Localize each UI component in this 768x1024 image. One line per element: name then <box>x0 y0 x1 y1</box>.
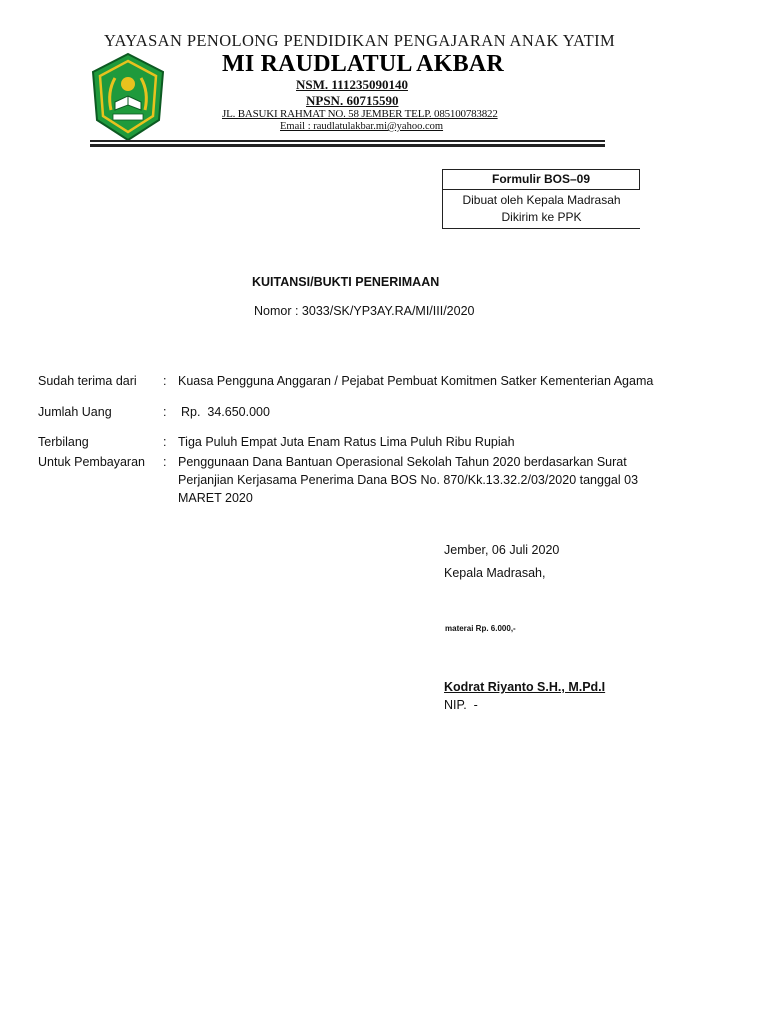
purpose-label: Untuk Pembayaran <box>38 455 146 469</box>
school-logo <box>89 52 167 142</box>
receipt-number: Nomor : 3033/SK/YP3AY.RA/MI/III/2020 <box>254 304 475 318</box>
from-label: Sudah terima dari <box>38 374 137 388</box>
nsm-number: NSM. 111235090140 <box>296 77 408 92</box>
signer-nip: NIP. - <box>444 698 478 712</box>
npsn-number: NPSN. 60715590 <box>306 93 399 108</box>
words-label: Terbilang <box>38 435 89 449</box>
foundation-name: YAYASAN PENOLONG PENDIDIKAN PENGAJARAN ANAK YATIM <box>104 31 616 50</box>
from-colon: : <box>163 374 167 388</box>
receipt-title: KUITANSI/BUKTI PENERIMAAN <box>252 275 440 289</box>
school-email: Email : raudlatulakbar.mi@yahoo.com <box>280 121 444 132</box>
purpose-colon: : <box>163 455 167 469</box>
form-sent-to: Dikirim ke PPK <box>501 210 582 224</box>
school-address: JL. BASUKI RAHMAT NO. 58 JEMBER TELP. 085100783822 <box>222 108 498 120</box>
from-value: Kuasa Pengguna Anggaran / Pejabat Pembuat Komitmen Satker Kementerian Agama <box>178 374 654 388</box>
amount-label: Jumlah Uang <box>38 405 112 419</box>
stamp-note: materai Rp. 6.000,- <box>445 624 516 633</box>
place-date: Jember, 06 Juli 2020 <box>444 543 560 557</box>
purpose-value: Penggunaan Dana Bantuan Operasional Sekolah Tahun 2020 berdasarkan Surat Perjanjian Kerjasama Penerima Dana BOS No. 870/Kk.13.32.2/03/2020 tanggal 03 MARET 2020 <box>178 455 639 505</box>
amount-colon: : <box>163 405 167 419</box>
signer-position: Kepala Madrasah, <box>444 566 546 580</box>
school-name: MI RAUDLATUL AKBAR <box>222 51 504 77</box>
form-code-box <box>442 169 640 229</box>
header-rule-thin <box>90 140 605 142</box>
words-colon: : <box>163 435 167 449</box>
amount-value: Rp. 34.650.000 <box>181 405 270 419</box>
form-code: Formulir BOS–09 <box>443 170 640 190</box>
form-created-by: Dibuat oleh Kepala Madrasah <box>462 193 621 207</box>
header-rule-thick <box>90 144 605 147</box>
signer-name: Kodrat Riyanto S.H., M.Pd.I <box>444 680 606 694</box>
words-value: Tiga Puluh Empat Juta Enam Ratus Lima Puluh Ribu Rupiah <box>178 435 515 449</box>
